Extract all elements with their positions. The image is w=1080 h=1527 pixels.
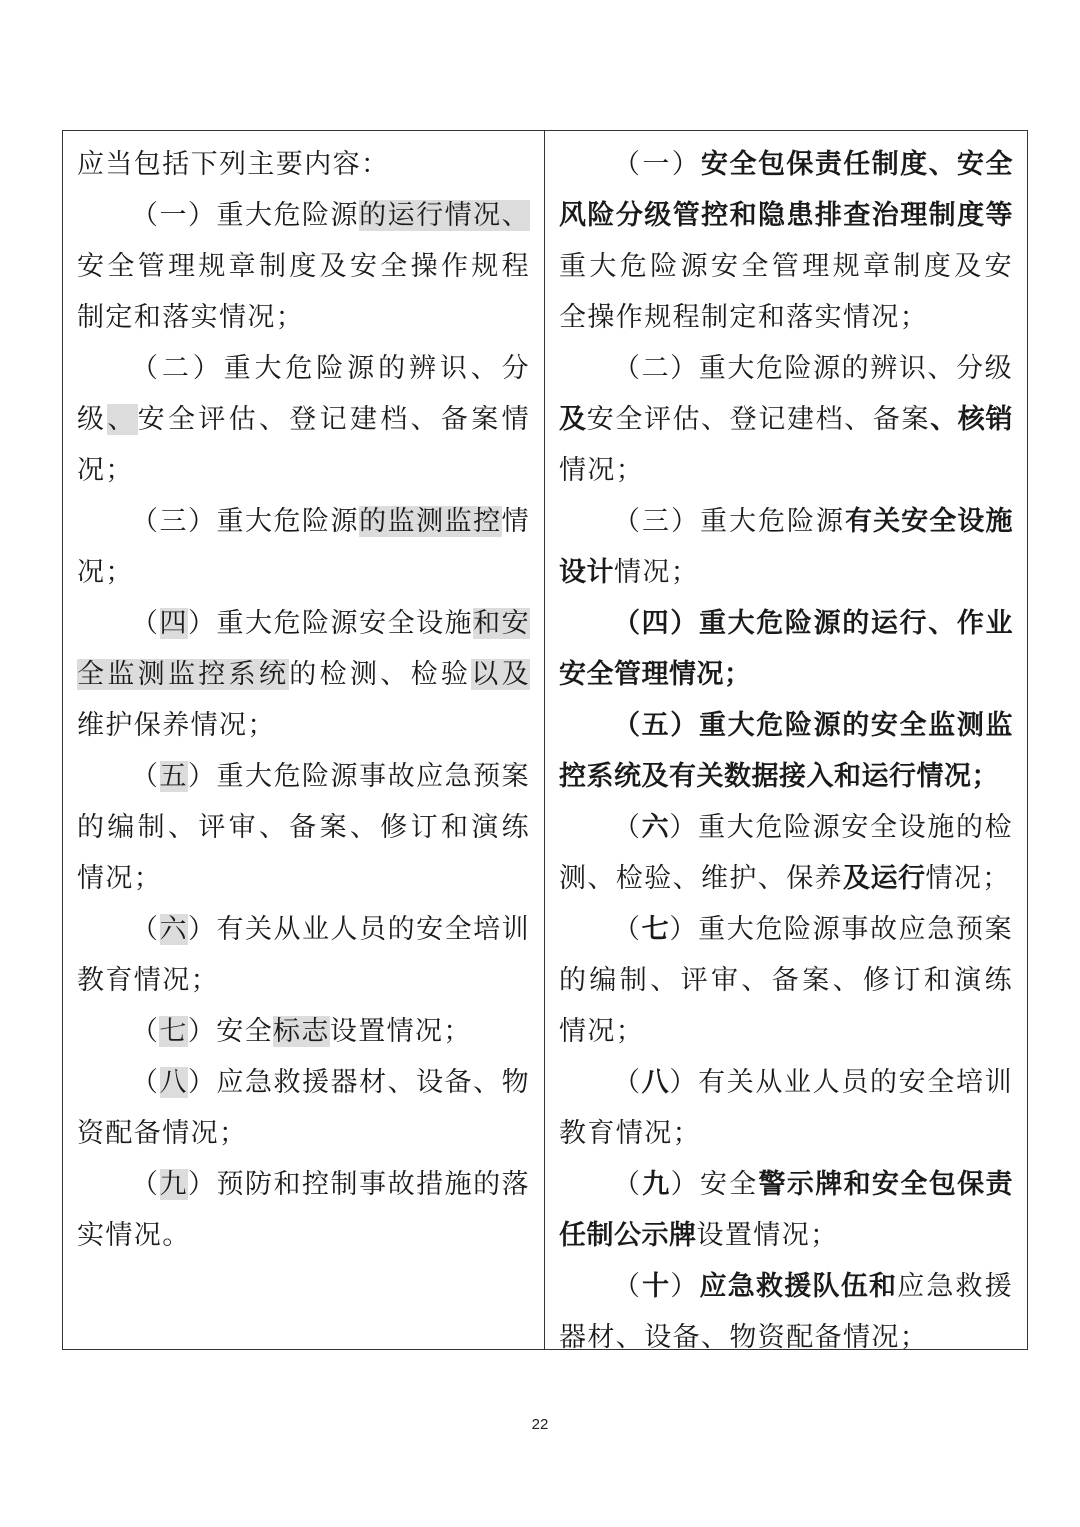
text-run: （一）: [613, 149, 702, 180]
text-run: ）有关从业人员的安全培训教育情况；: [77, 914, 530, 996]
revised-bold-text: 及: [559, 404, 587, 435]
text-run: 设置情况；: [329, 1016, 472, 1047]
text-run: ）应急救援器材、设备、物资配备情况；: [77, 1067, 530, 1149]
page-number: 22: [531, 1416, 549, 1433]
right-item-1: [559, 139, 1013, 343]
highlighted-text: 五: [159, 761, 189, 792]
left-item-3: [77, 496, 530, 598]
left-item-2: [77, 343, 530, 496]
text-run: ）安全: [187, 1016, 274, 1047]
revised-bold-text: 有关安全设施设计: [559, 506, 1013, 588]
revised-bold-text: （四）重大危险源的运行、作业安全管理情况；: [559, 608, 1013, 690]
highlighted-text: 和安全监测监控系统: [77, 608, 530, 690]
highlighted-text: 的监测监控: [359, 506, 502, 537]
text-run: （: [131, 1016, 160, 1047]
text-run: （: [131, 914, 160, 945]
revised-bold-text: （五）重大危险源的安全监测监控系统及有关数据接入和运行情况；: [559, 710, 1013, 792]
text-run: 情况；: [925, 863, 1011, 894]
text-run: （: [613, 812, 642, 843]
text-run: 情况；: [614, 557, 700, 588]
revised-bold-text: 、核销: [930, 404, 1014, 435]
revised-bold-text: 九: [642, 1169, 671, 1200]
left-item-1: [77, 190, 530, 343]
text-run: 设置情况；: [696, 1220, 839, 1251]
text-run: （: [131, 761, 160, 792]
text-run: （: [613, 1067, 642, 1098]
right-item-9: [559, 1159, 1013, 1261]
revised-bold-text: 应急救援队伍和: [699, 1271, 898, 1302]
text-run: （: [131, 1067, 160, 1098]
left-item-6: [77, 904, 530, 1006]
highlighted-text: 六: [159, 914, 189, 945]
revised-bold-text: 警示牌和安全包保责任制公示牌: [559, 1169, 1014, 1251]
text-run: （: [613, 914, 642, 945]
text-run: 安全评估、登记建档、备案情况；: [77, 404, 530, 486]
text-run: ）有关从业人员的安全培训教育情况；: [559, 1067, 1013, 1149]
text-run: （三）重大危险源: [613, 506, 845, 537]
text-run: 重大危险源安全管理规章制度及安全操作规程制定和落实情况；: [559, 251, 1013, 333]
text-run: 情况；: [77, 506, 531, 588]
revised-bold-text: 安全包保责任制度、安全风险分级管控和隐患排查治理制度等: [559, 149, 1014, 231]
left-item-9: [77, 1159, 530, 1261]
right-item-8: [559, 1057, 1013, 1159]
text-run: （: [131, 608, 160, 639]
highlighted-text: 七: [159, 1016, 188, 1047]
right-item-6: [559, 802, 1013, 904]
highlighted-text: 九: [159, 1169, 189, 1200]
text-run: ）预防和控制事故措施的落实情况。: [77, 1169, 530, 1251]
text-run: （二）重大危险源的辨识、分级: [613, 353, 1013, 384]
right-item-7: [559, 904, 1013, 1057]
original-text-column: [63, 131, 545, 1349]
highlighted-text: 八: [159, 1067, 189, 1098]
text-run: （: [613, 1169, 643, 1200]
right-item-10: [559, 1261, 1013, 1349]
highlighted-text: 、: [107, 404, 138, 435]
right-item-2: [559, 343, 1013, 496]
highlighted-text: 的运行情况、: [359, 200, 530, 231]
text-run: 安全管理规章制度及安全操作规程制定和落实情况；: [77, 251, 530, 333]
text-run: ）重大危险源安全设施: [188, 608, 474, 639]
highlighted-text: 标志: [273, 1016, 330, 1047]
left-item-8: [77, 1057, 530, 1159]
text-run: 情况；: [559, 455, 645, 486]
text-run: 安全评估、登记建档、备案: [586, 404, 931, 435]
text-run: 的检测、检验: [289, 659, 472, 690]
comparison-table: [62, 130, 1028, 1350]
text-run: ）安全: [670, 1169, 759, 1200]
revised-bold-text: 八: [641, 1067, 670, 1098]
text-run: ）重大危险源安全设施的检测、检验、维护、保养: [559, 812, 1013, 894]
left-item-4: [77, 598, 530, 751]
left-item-7: [77, 1006, 530, 1057]
text-run: ）重大危险源事故应急预案的编制、评审、备案、修订和演练情况；: [559, 914, 1013, 1047]
highlighted-text: 四: [159, 608, 189, 639]
highlighted-text: 以及: [471, 659, 530, 690]
text-run: （一）重大危险源: [131, 200, 360, 231]
revised-bold-text: 及运行: [843, 863, 926, 894]
revised-bold-text: 七: [641, 914, 670, 945]
revised-bold-text: 十: [642, 1271, 671, 1302]
revised-text-column: [545, 131, 1027, 1349]
right-item-4: [559, 598, 1013, 700]
revised-bold-text: 六: [641, 812, 670, 843]
left-item-5: [77, 751, 530, 904]
text-run: （二）重大危险源的辨识、分级: [77, 353, 530, 435]
text-run: ）: [670, 1271, 700, 1302]
text-run: （三）重大危险源: [131, 506, 360, 537]
right-item-5: [559, 700, 1013, 802]
text-run: （: [613, 1271, 643, 1302]
right-item-3: [559, 496, 1013, 598]
text-run: 维护保养情况；: [77, 710, 276, 741]
text-run: 应急救援器材、设备、物资配备情况；: [559, 1271, 1014, 1349]
text-run: ）重大危险源事故应急预案的编制、评审、备案、修订和演练情况；: [77, 761, 530, 894]
left-intro-paragraph: 应当包括下列主要内容：: [77, 149, 390, 180]
text-run: （: [131, 1169, 160, 1200]
